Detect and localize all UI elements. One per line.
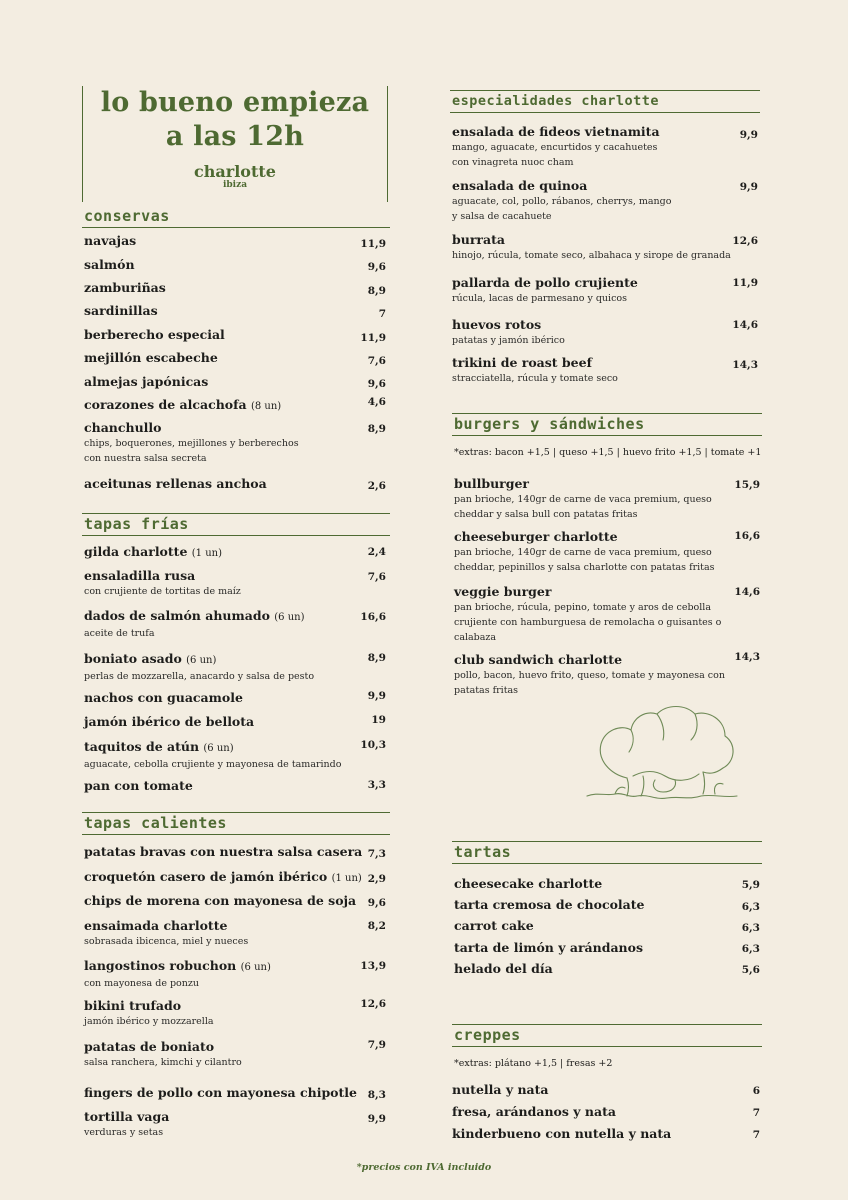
item-price: 6,3 — [741, 922, 760, 934]
menu-item: langostinos robuchon (6 un) con mayonesa de ponzu — [84, 958, 271, 989]
section-title-creppes: creppes — [452, 1024, 762, 1047]
menu-item: taquitos de atún (6 un) aguacate, cebolla crujiente y mayonesa de tamarindo — [84, 739, 342, 770]
item-price: 11,9 — [360, 332, 386, 344]
menu-item: berberecho especial — [84, 327, 225, 342]
menu-item: club sandwich charlotte pollo, bacon, huevo frito, queso, tomate y mayonesa con patatas fritas — [454, 652, 725, 696]
menu-item: trikini de roast beef stracciatella, rúcula y tomate seco — [452, 355, 618, 384]
menu-item: fingers de pollo con mayonesa chipotle — [84, 1085, 357, 1100]
chef-hat-icon — [585, 700, 740, 810]
item-price: 14,6 — [734, 586, 760, 598]
item-price: 7,6 — [367, 571, 386, 583]
menu-item: almejas japónicas — [84, 374, 209, 389]
headline — [83, 86, 387, 154]
menu-item: sardinillas — [84, 303, 158, 318]
item-price: 16,6 — [360, 611, 386, 623]
menu-item: salmón — [84, 257, 135, 272]
item-price: 14,3 — [734, 651, 760, 663]
menu-item: boniato asado (6 un) perlas de mozzarella, anacardo y salsa de pesto — [84, 651, 315, 682]
menu-item: jamón ibérico de bellota — [84, 714, 255, 729]
menu-item: bullburger pan brioche, 140gr de carne de vaca premium, queso cheddar y salsa bull con patatas fritas — [454, 476, 712, 520]
item-price: 2,4 — [367, 546, 386, 558]
menu-item: corazones de alcachofa (8 un) — [84, 397, 282, 412]
footer-note: *precios con IVA incluido — [356, 1162, 492, 1173]
item-price: 11,9 — [360, 238, 386, 250]
item-price: 7,9 — [367, 1039, 386, 1051]
menu-item: ensaladilla rusa con crujiente de tortitas de maíz — [84, 568, 241, 597]
menu-item: ensaimada charlotte sobrasada ibicenca, miel y nueces — [84, 918, 249, 947]
item-price: 4,6 — [367, 396, 386, 408]
menu-item: pan con tomate — [84, 778, 193, 793]
menu-item: bikini trufado jamón ibérico y mozzarella — [84, 998, 214, 1027]
section-title-conservas: conservas — [82, 206, 390, 228]
item-price: 9,9 — [367, 690, 386, 702]
logo — [83, 164, 387, 190]
menu-item: patatas de boniato salsa ranchera, kimchi y cilantro — [84, 1039, 242, 1068]
item-price: 2,9 — [367, 873, 386, 885]
logo-sub: ibiza — [222, 180, 248, 190]
menu-item: huevos rotos patatas y jamón ibérico — [452, 317, 565, 346]
item-price: 9,9 — [739, 129, 758, 141]
item-price: 7,3 — [367, 848, 386, 860]
item-price: 8,9 — [367, 285, 386, 297]
section-title-tapas-calientes: tapas calientes — [82, 812, 390, 835]
item-price: 7,6 — [367, 355, 386, 367]
menu-item: carrot cake — [454, 918, 534, 933]
item-price: 2,6 — [367, 480, 386, 492]
menu-item: nachos con guacamole — [84, 690, 243, 705]
headline-line-2: a las 12h — [165, 121, 305, 152]
item-price: 15,9 — [734, 479, 760, 491]
menu-item: chips de morena con mayonesa de soja — [84, 893, 357, 908]
extras-note: *extras: plátano +1,5 | fresas +2 — [454, 1058, 613, 1069]
menu-item: cheesecake charlotte — [454, 876, 603, 891]
menu-item: chanchullo chips, boquerones, mejillones y berberechos con nuestra salsa secreta — [84, 420, 299, 464]
menu-item: ensalada de fideos vietnamita mango, aguacate, encurtidos y cacahuetes con vinagreta nuoc cham — [452, 124, 660, 168]
section-title-especialidades: especialidades charlotte — [450, 90, 760, 113]
extras-note: *extras: bacon +1,5 | queso +1,5 | huevo frito +1,5 | tomate +1 — [454, 447, 762, 458]
item-price: 14,3 — [732, 359, 758, 371]
section-title-tapas-frias: tapas frías — [82, 513, 390, 536]
item-price: 12,6 — [732, 235, 758, 247]
item-price: 3,3 — [367, 779, 386, 791]
item-price: 9,6 — [367, 897, 386, 909]
item-price: 8,9 — [367, 652, 386, 664]
menu-item: ensalada de quinoa aguacate, col, pollo, rábanos, cherrys, mango y salsa de cacahuete — [452, 178, 672, 222]
item-price: 6,3 — [741, 943, 760, 955]
item-price: 10,3 — [360, 739, 386, 751]
menu-item: aceitunas rellenas anchoa — [84, 476, 267, 491]
item-price: 5,6 — [741, 964, 760, 976]
item-price: 19 — [371, 714, 386, 726]
menu-item: pallarda de pollo crujiente rúcula, lacas de parmesano y quicos — [452, 275, 638, 304]
item-price: 7 — [752, 1129, 760, 1141]
menu-item: tarta cremosa de chocolate — [454, 897, 645, 912]
menu-item: croquetón casero de jamón ibérico (1 un) — [84, 869, 362, 884]
item-price: 8,3 — [367, 1089, 386, 1101]
item-price: 8,2 — [367, 920, 386, 932]
item-price: 6 — [752, 1085, 760, 1097]
menu-item: mejillón escabeche — [84, 350, 218, 365]
item-price: 9,9 — [739, 181, 758, 193]
item-price: 6,3 — [741, 901, 760, 913]
item-price: 14,6 — [732, 319, 758, 331]
section-title-tartas: tartas — [452, 841, 762, 864]
menu-item: tortilla vaga verduras y setas — [84, 1109, 170, 1138]
item-price: 8,9 — [367, 423, 386, 435]
menu-item: tarta de limón y arándanos — [454, 940, 644, 955]
menu-header — [82, 86, 388, 202]
item-price: 7 — [378, 308, 386, 320]
headline-line-1: lo bueno empieza — [100, 87, 370, 118]
menu-item: cheeseburger charlotte pan brioche, 140gr de carne de vaca premium, queso cheddar, pepinillos y salsa charlotte con patatas fritas — [454, 529, 715, 573]
item-price: 11,9 — [732, 277, 758, 289]
menu-item: navajas — [84, 233, 137, 248]
menu-item: patatas bravas con nuestra salsa casera — [84, 844, 363, 859]
item-price: 9,6 — [367, 261, 386, 273]
menu-item: fresa, arándanos y nata — [452, 1104, 616, 1119]
item-price: 5,9 — [741, 879, 760, 891]
menu-item: burrata hinojo, rúcula, tomate seco, albahaca y sirope de granada — [452, 232, 731, 261]
menu-item: helado del día — [454, 961, 553, 976]
logo-brand: charlotte — [194, 162, 276, 181]
item-price: 13,9 — [360, 960, 386, 972]
menu-item: dados de salmón ahumado (6 un) aceite de trufa — [84, 608, 305, 639]
item-price: 7 — [752, 1107, 760, 1119]
menu-item: gilda charlotte (1 un) — [84, 544, 222, 559]
menu-item: zamburiñas — [84, 280, 166, 295]
item-price: 12,6 — [360, 998, 386, 1010]
section-title-burgers: burgers y sándwiches — [452, 413, 762, 436]
item-price: 9,9 — [367, 1113, 386, 1125]
item-price: 16,6 — [734, 530, 760, 542]
menu-item: nutella y nata — [452, 1082, 549, 1097]
menu-item: kinderbueno con nutella y nata — [452, 1126, 672, 1141]
item-price: 9,6 — [367, 378, 386, 390]
menu-item: veggie burger pan brioche, rúcula, pepino, tomate y aros de cebolla crujiente con hamburguesa de remolacha o guisantes o calabaza — [454, 584, 722, 643]
